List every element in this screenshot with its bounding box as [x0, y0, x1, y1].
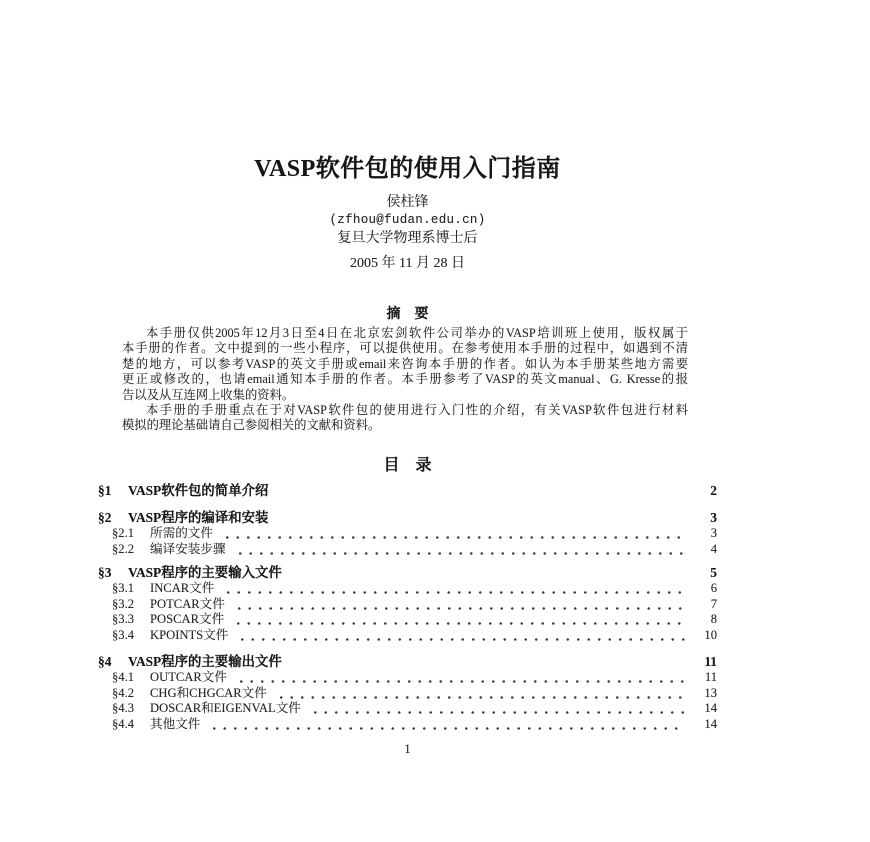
toc-entry-section2-2: [112, 542, 717, 558]
toc-subsection-number: §4.3: [112, 701, 135, 715]
page-number: 1: [404, 742, 411, 756]
toc-subsection-title: 其他文件: [150, 716, 201, 731]
toc-subsection-title: 编译安装步骤: [150, 541, 226, 556]
toc-dotted-leader: [276, 686, 685, 702]
toc-subsection-number: §3.1: [112, 581, 135, 595]
abstract-line: 更正或修改的，也请email通知本手册的作者。本手册参考了VASP的英文manual、G. Kresse的报: [122, 372, 688, 387]
toc-subsection-title: DOSCAR和EIGENVAL文件: [150, 701, 301, 715]
toc-section-title: VASP程序的主要输出文件: [128, 654, 282, 669]
toc-dotted-leader: [236, 670, 685, 686]
toc-dotted-leader: [310, 701, 685, 717]
toc-dotted-leader: [234, 597, 685, 613]
toc-group-3: [98, 565, 717, 643]
abstract-body: [122, 326, 688, 434]
toc-page-number: 3: [710, 526, 717, 540]
toc-subsection-title: POTCAR文件: [150, 596, 225, 611]
toc-entry-section3-4: [112, 628, 717, 644]
abstract-line: 本手册仅供2005年12月3日至4日在北京宏剑软件公司举办的VASP培训班上使用，版权属于: [146, 326, 688, 340]
toc-entry-section2: [98, 510, 717, 526]
toc-page-number: 13: [704, 685, 717, 700]
toc-entry-section4-1: [112, 670, 717, 686]
toc-page-number: 14: [704, 701, 717, 715]
abstract-line: 告以及从互连网上收集的资料。: [122, 387, 295, 402]
toc-dotted-leader: [222, 526, 685, 542]
toc-entry-section3-2: [112, 597, 717, 613]
abstract-line: 本手册的作者。文中提到的一些小程序，可以提供使用。在参考使用本手册的过程中，如遇到不清: [122, 341, 688, 356]
toc-section-number: §3: [98, 565, 112, 580]
toc-page-number: 4: [710, 541, 717, 556]
abstract-line: 本手册的手册重点在于对VASP软件包的使用进行入门性的介绍，有关VASP软件包进行材料: [146, 403, 688, 418]
author-name: 侯柱锋: [386, 195, 429, 210]
abstract-line: 模拟的理论基础请自己参阅相关的文献和资料。: [122, 418, 381, 433]
toc-subsection-number: §2.1: [112, 526, 135, 540]
author-email: (zfhou@fudan.edu.cn): [329, 213, 486, 227]
toc-entry-section3: [98, 565, 717, 581]
toc-section-title: VASP程序的编译和安装: [128, 510, 269, 525]
toc-subsection-title: POSCAR文件: [150, 612, 225, 626]
table-of-contents: [98, 483, 717, 732]
document-date: 2005 年 11 月 28 日: [350, 256, 465, 271]
toc-subsection-title: CHG和CHGCAR文件: [150, 685, 267, 700]
toc-subsection-number: §3.2: [112, 596, 135, 611]
toc-subsection-number: §4.2: [112, 685, 135, 700]
toc-entry-section3-3: [112, 612, 717, 628]
toc-entry-section4-2: [112, 686, 717, 702]
toc-section-number: §4: [98, 654, 112, 669]
toc-group-2: [98, 510, 717, 557]
toc-page-number: 14: [704, 716, 717, 731]
toc-subsection-title: KPOINTS文件: [150, 627, 229, 642]
toc-page-number: 8: [710, 612, 717, 626]
document-title: VASP软件包的使用入门指南: [254, 156, 561, 182]
toc-subsection-title: 所需的文件: [150, 526, 213, 540]
toc-dotted-leader: [209, 717, 685, 733]
toc-section-number: §2: [98, 510, 112, 525]
toc-subsection-title: INCAR文件: [150, 581, 215, 595]
toc-subsection-title: OUTCAR文件: [150, 670, 227, 684]
abstract-line: 楚的地方，可以参考VASP的英文手册或email来咨询本手册的作者。如认为本手册某些地方需要: [122, 356, 688, 371]
toc-section-title: VASP程序的主要输入文件: [128, 565, 282, 580]
toc-page-number: 7: [710, 596, 717, 611]
toc-page-number: 11: [704, 654, 717, 669]
toc-subsection-number: §4.4: [112, 716, 135, 731]
toc-dotted-leader: [237, 628, 685, 644]
author-affiliation: 复旦大学物理系博士后: [337, 231, 478, 246]
toc-section-title: VASP软件包的简单介绍: [128, 483, 269, 498]
toc-page-number: 5: [710, 565, 717, 580]
toc-group-1: [98, 483, 717, 499]
toc-heading: 目 录: [383, 457, 432, 474]
toc-entry-section2-1: [112, 526, 717, 542]
toc-entry-section3-1: [112, 581, 717, 597]
toc-page-number: 10: [704, 627, 717, 642]
toc-subsection-number: §3.4: [112, 627, 135, 642]
toc-entry-section4-4: [112, 717, 717, 733]
toc-page-number: 3: [710, 510, 717, 525]
toc-dotted-leader: [233, 612, 685, 628]
toc-subsection-number: §2.2: [112, 541, 135, 556]
toc-page-number: 11: [704, 670, 717, 684]
toc-page-number: 2: [710, 483, 717, 498]
toc-entry-section4-3: [112, 701, 717, 717]
toc-dotted-leader: [223, 581, 685, 597]
toc-section-number: §1: [98, 483, 112, 498]
toc-subsection-number: §4.1: [112, 670, 135, 684]
toc-group-4: [98, 654, 717, 732]
text-block: [98, 0, 717, 842]
toc-entry-section4: [98, 654, 717, 670]
toc-page-number: 6: [710, 581, 717, 595]
toc-entry-section1: [98, 483, 717, 499]
toc-dotted-leader: [235, 542, 685, 558]
abstract-heading: 摘 要: [386, 307, 429, 322]
toc-subsection-number: §3.3: [112, 612, 135, 626]
